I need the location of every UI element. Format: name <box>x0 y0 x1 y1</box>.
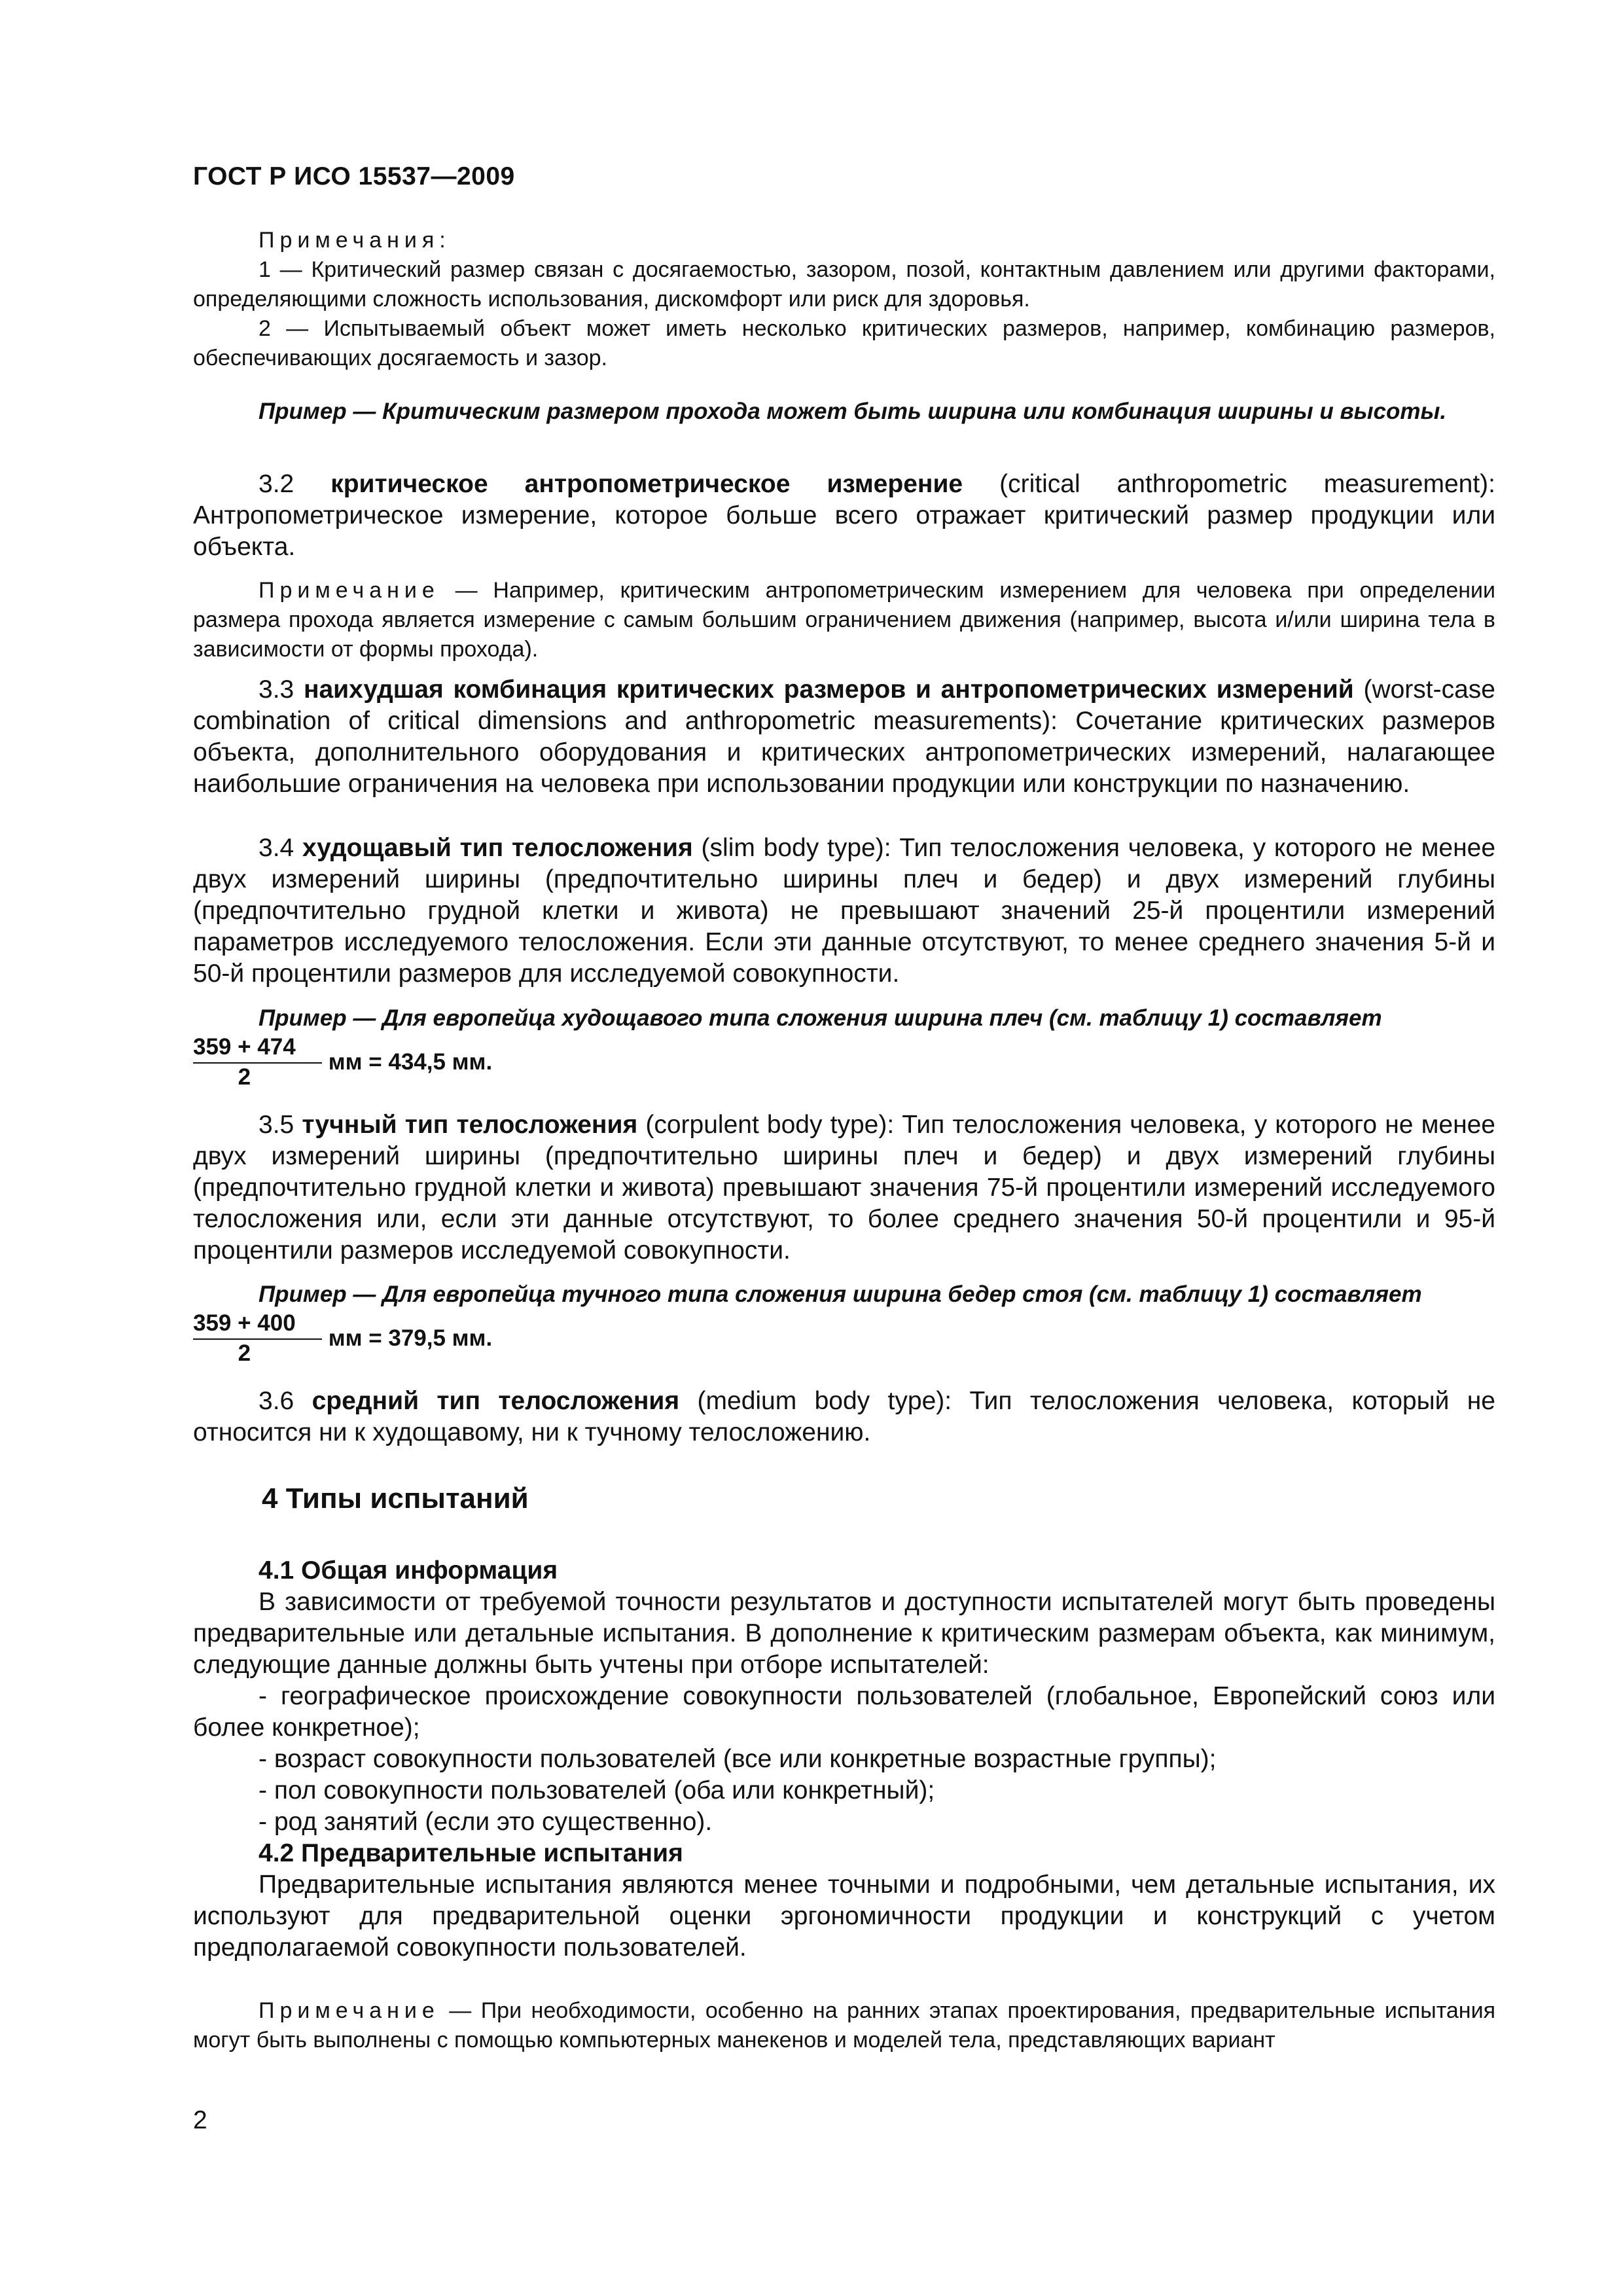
notes-block <box>193 226 1495 373</box>
note-item: 2 — Испытываемый объект может иметь несколько критических размеров, например, комбинацию размеров, обеспечивающих досягаемость и зазор. <box>193 316 1495 370</box>
example-text: Пример — Критическим размером прохода может быть ширина или комбинация ширины и высоты. <box>259 399 1447 424</box>
fraction <box>193 1310 322 1367</box>
definition-term: средний тип телосложения <box>312 1387 680 1415</box>
section-title: 4 Типы испытаний <box>262 1482 529 1515</box>
definition-term: критическое антропометрическое измерение <box>330 470 963 498</box>
definition-number: 3.5 <box>259 1111 302 1139</box>
example-formula <box>193 1310 1495 1367</box>
list-item: - род занятий (если это существенно). <box>259 1808 713 1836</box>
note-text: — Например, критическим антропометрическим измерением для человека при определении размера прохода является измерение с самым большим ограничением движения (например, высота и/или ширина тела в зависимости от формы прохода). <box>193 578 1495 662</box>
definition-term: тучный тип телосложения <box>302 1111 638 1139</box>
definition-3-3 <box>193 674 1495 800</box>
definition-number: 3.6 <box>259 1387 312 1415</box>
list-item: - географическое происхождение совокупности пользователей (глобальное, Европейский союз или более конкретное); <box>193 1682 1495 1742</box>
example-2-block <box>193 1003 1495 1091</box>
definition-3-4 <box>193 833 1495 990</box>
subsection-4-1 <box>193 1555 1495 1964</box>
fraction-numerator: 359 + 400 <box>193 1310 322 1340</box>
note-3-2 <box>193 576 1495 664</box>
definition-3-5 <box>193 1109 1495 1266</box>
example-formula <box>193 1033 1495 1091</box>
definition-text: (corpulent body type): Тип телосложения человека, у которого не менее двух измерений ширины (предпочтительно ширины плеч и бедер) и двух измерений глубины (предпочтительно грудной клетки и живота) превышают значения 75-й процентили измерений исследуемого телосложения или, если эти данные отсутствуют, то более среднего значения 50-й процентили и 95-й процентили размеров исследуемой совокупности. <box>193 1111 1495 1265</box>
note-item: 1 — Критический размер связан с досягаемостью, зазором, позой, контактным давлением или другими факторами, определяющими сложность использования, дискомфорт или риск для здоровья. <box>193 257 1495 312</box>
definition-3-2 <box>193 469 1495 563</box>
definition-number: 3.2 <box>259 470 331 498</box>
definition-term: наихудшая комбинация критических размеров и антропометрических измерений <box>303 675 1354 704</box>
definition-text: (worst-case combination of critical dimensions and anthropometric measurements): Сочетание критических размеров объекта, дополнительного оборудования и критических антропометрических измерений, налагающее наибольшие ограничения на человека при использовании продукции или конструкции по назначению. <box>193 675 1495 798</box>
example-block <box>193 397 1495 427</box>
subsection-text: В зависимости от требуемой точности результатов и доступности испытателей могут быть проведены предварительные или детальные испытания. В дополнение к критическим размерам объекта, как минимум, следующие данные должны быть учтены при отборе испытателей: <box>193 1588 1495 1679</box>
definition-term: худощавый тип телосложения <box>302 834 693 862</box>
definition-text: (critical anthropometric measurement): Антропометрическое измерение, которое больше всего отражает критический размер продукции или объекта. <box>193 470 1495 561</box>
subsection-title: 4.2 Предварительные испытания <box>259 1839 683 1867</box>
note-text: — При необходимости, особенно на ранних этапах проектирования, предварительные испытания могут быть выполнены с помощью компьютерных манекенов и моделей тела, представляющих вариант <box>193 1998 1495 2053</box>
definition-text: (slim body type): Тип телосложения человека, у которого не менее двух измерений ширины (предпочтительно ширины плеч и бедер) и двух измерений глубины (предпочтительно грудной клетки и живота) не превышают значений 25-й процентили измерений параметров исследуемого телосложения. Если эти данные отсутствуют, то менее среднего значения 5-й и 50-й процентили размеров для исследуемой совокупности. <box>193 834 1496 988</box>
list-item: - пол совокупности пользователей (оба или конкретный); <box>259 1776 935 1804</box>
subsection-text: Предварительные испытания являются менее точными и подробными, чем детальные испытания, их используют для предварительной оценки эргономичности продукции и конструкций с учетом предполагаемой совокупности пользователей. <box>193 1871 1495 1962</box>
note-label: Примечание <box>259 1998 440 2023</box>
fraction <box>193 1033 322 1091</box>
subsection-title: 4.1 Общая информация <box>259 1556 558 1585</box>
fraction-denominator: 2 <box>238 1340 251 1366</box>
fraction-numerator: 359 + 474 <box>193 1033 322 1064</box>
page-number: 2 <box>193 2106 207 2134</box>
definition-3-6 <box>193 1386 1495 1448</box>
note-4-2 <box>193 1996 1495 2055</box>
definition-text: (medium body type): Тип телосложения человека, который не относится ни к худощавому, ни к тучному телосложению. <box>193 1387 1495 1446</box>
formula-result: мм = 434,5 мм. <box>328 1049 493 1075</box>
note-label: Примечание <box>259 578 440 603</box>
formula-result: мм = 379,5 мм. <box>328 1325 493 1351</box>
document-header: ГОСТ Р ИСО 15537—2009 <box>193 162 515 190</box>
example-3-block <box>193 1280 1495 1367</box>
definition-number: 3.3 <box>259 675 304 704</box>
definition-number: 3.4 <box>259 834 303 862</box>
example-text: Пример — Для европейца тучного типа сложения ширина бедер стоя (см. таблицу 1) составляет <box>259 1282 1422 1307</box>
notes-title: Примечания: <box>259 228 451 253</box>
example-text: Пример — Для европейца худощавого типа сложения ширина плеч (см. таблицу 1) составляет <box>259 1005 1382 1031</box>
fraction-denominator: 2 <box>238 1064 251 1090</box>
list-item: - возраст совокупности пользователей (все или конкретные возрастные группы); <box>259 1745 1217 1773</box>
